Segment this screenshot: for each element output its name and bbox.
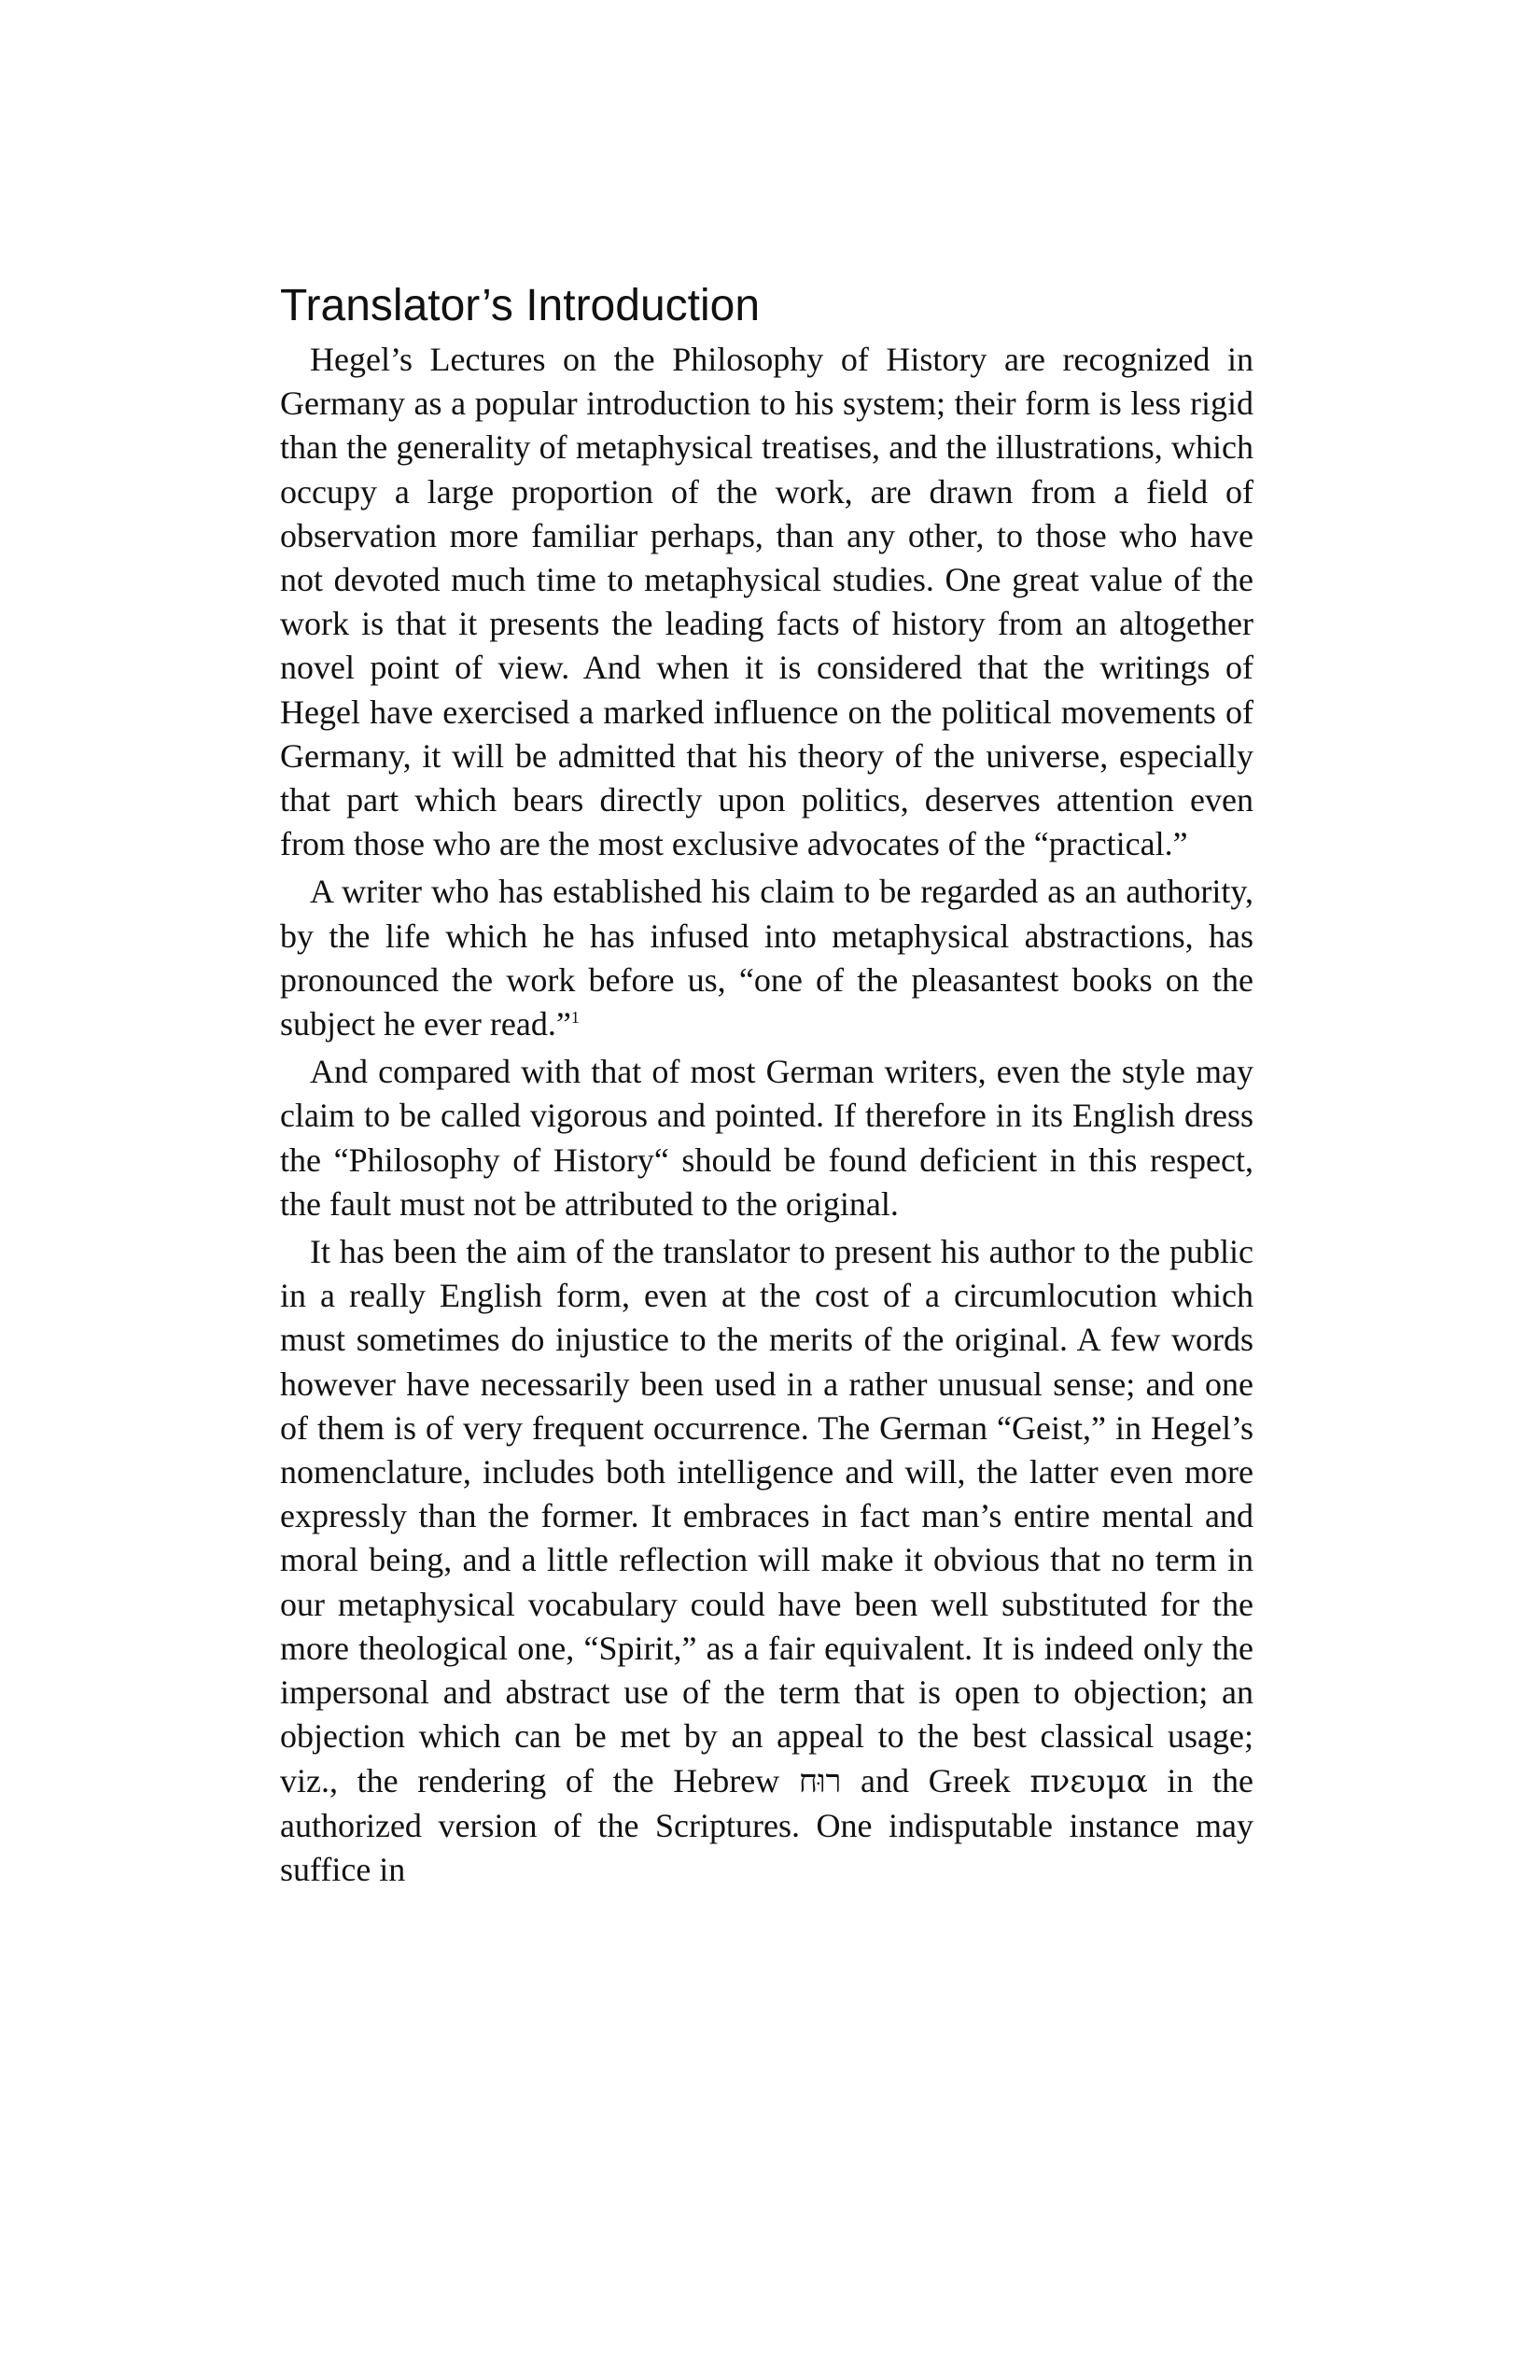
paragraph-4-tail: in the authorized version of the Scriptures. One indisputable instance may suffice in [280,1761,1253,1888]
paragraph-1: Hegel’s Lectures on the Philosophy of History are recognized in Germany as a popular introduction to his system; their form is less rigid than the generality of metaphysical treatises, and the illustrations, which occupy a large proportion of the work, are drawn from a field of observation more familiar perhaps, than any other, to those who have not devoted much time to metaphysical studies. One great value of the work is that it presents the leading facts of history from an altogether novel point of view. And when it is considered that the writings of Hegel have exercised a marked influence on the political movements of Germany, it will be admitted that his theory of the universe, especially that part which bears directly upon politics, deserves attention even from those who are the most exclusive advocates of the “practical.” [280,341,1253,863]
paragraph-2-text: A writer who has established his claim to be regarded as an authority, by the life which he has infused into metaphysical abstractions, has pronounced the work before us, “one of the pleasantest books on the subject he ever read.” [280,873,1253,1043]
paragraph-3: And compared with that of most German writers, even the style may claim to be called vigorous and pointed. If therefore in its English dress the “Philosophy of History“ should be found deficient in this respect, the fault must not be attributed to the original. [280,1053,1253,1223]
connector-text: and Greek [861,1761,1011,1799]
greek-word: πνευμα [1029,1762,1148,1800]
footnote-marker[interactable]: 1 [570,1008,580,1028]
text-column [280,276,1253,1896]
hebrew-word: רוּח [798,1762,842,1800]
chapter-heading: Translator’s Introduction [280,281,761,330]
paragraph-4-text: It has been the aim of the translator to present his author to the public in a really English form, even at the cost of a circumlocution which must sometimes do injustice to the merits of the original. A few words however have necessarily been used in a rather unusual sense; and one of them is of very frequent occurrence. The German “Geist,” in Hegel’s nomenclature, includes both intelligence and will, the latter even more expressly than the former. It embraces in fact man’s entire mental and moral being, and a little reflection will make it obvious that no term in our metaphysical vocabulary could have been well substituted for the more theological one, “Spirit,” as a fair equivalent. It is indeed only the impersonal and abstract use of the term that is open to objection; an objection which can be met by an appeal to the best classical usage; viz., the rendering of the Hebrew [280,1233,1253,1799]
paragraph-4 [280,1230,1253,1892]
paragraph-2 [280,870,1253,1046]
